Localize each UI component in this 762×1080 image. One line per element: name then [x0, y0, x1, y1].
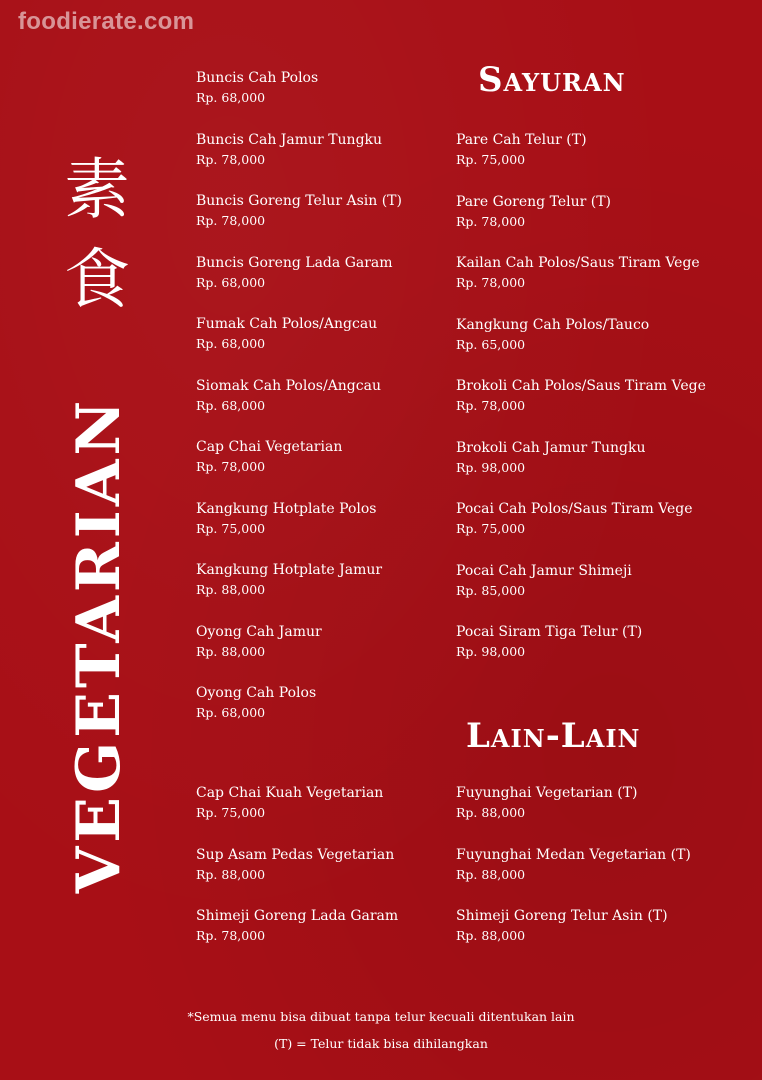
- menu-item[interactable]: [196, 907, 496, 945]
- item-name: Pare Cah Telur (T): [456, 132, 587, 148]
- section-title-sayuran: Sayuran: [478, 60, 626, 100]
- menu-item[interactable]: [196, 315, 496, 353]
- item-name: Fuyunghai Vegetarian (T): [456, 785, 638, 801]
- item-name: Kangkung Hotplate Jamur: [196, 562, 383, 578]
- item-name: Buncis Goreng Telur Asin (T): [196, 193, 402, 209]
- item-price: Rp. 88,000: [456, 805, 526, 820]
- item-price: Rp. 68,000: [196, 397, 266, 413]
- menu-item[interactable]: [456, 377, 756, 415]
- watermark: foodierate.com: [18, 8, 195, 35]
- section-title-lain-lain: Lain-Lain: [466, 716, 641, 756]
- item-price: Rp. 78,000: [456, 275, 526, 290]
- item-price: Rp. 98,000: [456, 459, 526, 475]
- menu-item[interactable]: [456, 439, 756, 477]
- menu-item[interactable]: [196, 131, 496, 169]
- item-price: Rp. 98,000: [456, 644, 526, 659]
- item-name: Siomak Cah Polos/Angcau: [196, 377, 381, 394]
- item-price: Rp. 88,000: [456, 928, 526, 943]
- menu-item[interactable]: [196, 784, 496, 822]
- menu-item[interactable]: [196, 254, 496, 292]
- item-price: Rp. 78,000: [196, 928, 266, 943]
- item-name: Kailan Cah Polos/Saus Tiram Vege: [456, 255, 700, 271]
- chinese-title: [58, 145, 136, 325]
- item-name: Fuyunghai Medan Vegetarian (T): [456, 846, 691, 863]
- menu-item[interactable]: [196, 438, 496, 476]
- item-price: Rp. 75,000: [456, 521, 526, 536]
- menu-item[interactable]: [196, 377, 496, 415]
- item-price: Rp. 88,000: [196, 582, 266, 597]
- menu-item[interactable]: [196, 500, 496, 538]
- item-name: Pocai Cah Polos/Saus Tiram Vege: [456, 501, 693, 517]
- chinese-char-2: 食: [64, 241, 130, 318]
- menu-item[interactable]: [456, 500, 756, 538]
- item-price: Rp. 78,000: [196, 459, 266, 474]
- footnote-note-2: (T) = Telur tidak bisa dihilangkan: [274, 1036, 488, 1051]
- menu-item[interactable]: [456, 254, 756, 292]
- item-name: Sup Asam Pedas Vegetarian: [196, 846, 395, 863]
- item-name: Kangkung Cah Polos/Tauco: [456, 316, 650, 333]
- menu-item[interactable]: [456, 846, 756, 884]
- vertical-title: VEGETARIAN: [64, 396, 134, 894]
- item-name: Oyong Cah Jamur: [196, 623, 322, 640]
- item-name: Oyong Cah Polos: [196, 685, 317, 701]
- item-name: Fumak Cah Polos/Angcau: [196, 316, 378, 332]
- menu-item[interactable]: [456, 193, 756, 231]
- menu-item[interactable]: [456, 562, 756, 600]
- item-name: Cap Chai Kuah Vegetarian: [196, 785, 384, 801]
- menu-item[interactable]: [196, 684, 496, 722]
- chinese-char-1: 素: [64, 151, 130, 228]
- item-name: Pare Goreng Telur (T): [456, 193, 612, 210]
- item-price: Rp. 68,000: [196, 705, 266, 720]
- item-name: Buncis Cah Jamur Tungku: [196, 131, 383, 148]
- item-price: Rp. 88,000: [196, 643, 266, 659]
- item-price: Rp. 88,000: [196, 866, 266, 882]
- item-name: Brokoli Cah Polos/Saus Tiram Vege: [456, 378, 706, 394]
- item-name: Shimeji Goreng Telur Asin (T): [456, 908, 668, 924]
- item-name: Brokoli Cah Jamur Tungku: [456, 439, 646, 456]
- menu-item[interactable]: [196, 623, 496, 661]
- item-price: Rp. 78,000: [196, 151, 266, 167]
- item-name: Cap Chai Vegetarian: [196, 439, 343, 455]
- item-price: Rp. 75,000: [196, 520, 266, 536]
- menu-item[interactable]: [196, 69, 496, 107]
- menu-item[interactable]: [456, 907, 756, 945]
- menu-item[interactable]: [196, 846, 496, 884]
- item-name: Shimeji Goreng Lada Garam: [196, 908, 399, 924]
- footnote-note-1: *Semua menu bisa dibuat tanpa telur kecuali ditentukan lain: [187, 1009, 575, 1024]
- item-price: Rp. 78,000: [456, 213, 526, 229]
- item-price: Rp. 68,000: [196, 90, 266, 105]
- item-name: Buncis Cah Polos: [196, 70, 319, 86]
- item-price: Rp. 75,000: [456, 152, 526, 167]
- menu-item[interactable]: [456, 316, 756, 354]
- item-price: Rp. 65,000: [456, 336, 526, 352]
- item-name: Pocai Cah Jamur Shimeji: [456, 562, 632, 579]
- item-name: Buncis Goreng Lada Garam: [196, 254, 393, 271]
- menu-item[interactable]: [196, 192, 496, 230]
- menu-item[interactable]: [456, 784, 756, 822]
- menu-item[interactable]: [456, 131, 756, 169]
- item-price: Rp. 78,000: [456, 398, 526, 413]
- item-name: Kangkung Hotplate Polos: [196, 500, 377, 517]
- item-price: Rp. 78,000: [196, 213, 266, 228]
- item-price: Rp. 85,000: [456, 582, 526, 598]
- item-price: Rp. 68,000: [196, 274, 266, 290]
- item-name: Pocai Siram Tiga Telur (T): [456, 624, 643, 640]
- menu-item[interactable]: [456, 623, 756, 661]
- item-price: Rp. 68,000: [196, 336, 266, 351]
- menu-item[interactable]: [196, 561, 496, 599]
- item-price: Rp. 75,000: [196, 805, 266, 820]
- item-price: Rp. 88,000: [456, 866, 526, 882]
